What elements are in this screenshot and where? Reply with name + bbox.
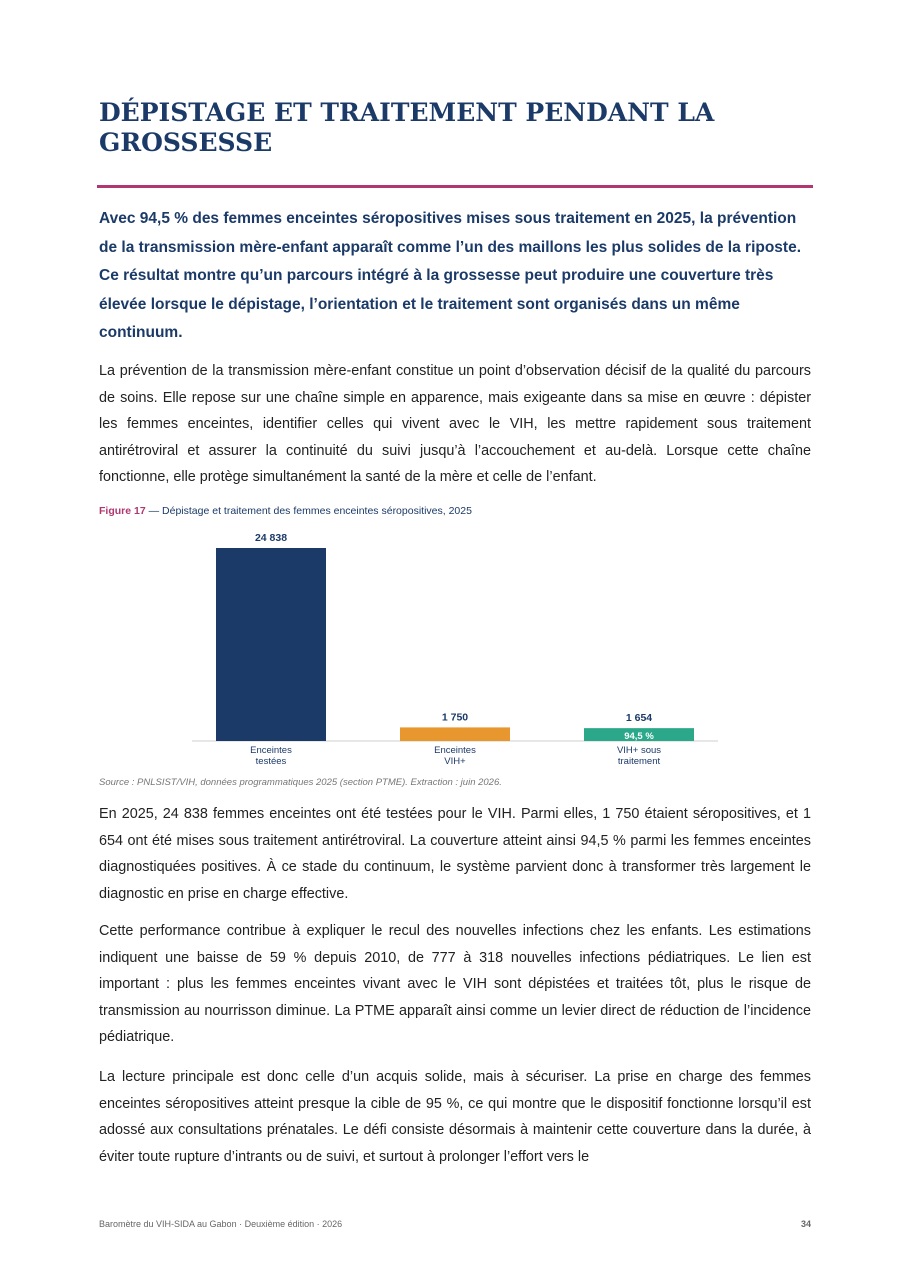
- figure-source: Source : PNLSIST/VIH, données programmatiques 2025 (section PTME). Extraction : juin 2026.: [99, 777, 502, 788]
- category-label-3-line-2: traitement: [617, 756, 661, 767]
- bar-value-label-2: 1 750: [441, 711, 469, 724]
- figure-number: Figure 17: [99, 505, 146, 517]
- body-paragraph-4: La lecture principale est donc celle d’un acquis solide, mais à sécuriser. La prise en charge des femmes enceintes séropositives atteint presque la cible de 95 %, ce qui montre que le dispositif fonctionne lorsqu’il est adossé aux consultations prénatales. Le défi consiste désormais à maintenir cette couverture dans la durée, à éviter toute rupture d’intrants ou de suivi, et surtout à prolonger l’effort vers le: [99, 1069, 811, 1165]
- figure-caption-text: Dépistage et traitement des femmes enceintes séropositives, 2025: [162, 505, 472, 517]
- figure-caption: [99, 505, 472, 517]
- category-label-2-line-1: Enceintes: [434, 745, 476, 756]
- footer-publication: Baromètre du VIH-SIDA au Gabon · Deuxième édition · 2026: [99, 1219, 343, 1229]
- bar-value-label-3: 1 654: [625, 712, 653, 725]
- bar-value-label-1: 24 838: [254, 532, 288, 544]
- page-number: 34: [800, 1219, 811, 1229]
- page-title: DÉPISTAGE ET TRAITEMENT PENDANT LA GROSSESSE: [99, 98, 715, 157]
- bar-2: [400, 727, 510, 741]
- category-label-1-line-1: Enceintes: [250, 745, 292, 756]
- body-paragraph-1: La prévention de la transmission mère-enfant constitue un point d’observation décisif de la qualité du parcours de soins. Elle repose sur une chaîne simple en apparence, mais exigeante dans sa mise en œuvre : dépister les femmes enceintes, identifier celles qui vivent avec le VIH, les mettre rapidement sous traitement antirétroviral et assurer la continuité du suivi jusqu’à l’accouchement et au-delà. Lorsque cette chaîne fonctionne, elle protège simultanément la santé de la mère et celle de l’enfant.: [99, 363, 811, 486]
- body-paragraph-2: En 2025, 24 838 femmes enceintes ont été testées pour le VIH. Parmi elles, 1 750 étaient séropositives, et 1 654 ont été mises sous traitement antirétroviral. La couverture atteint ainsi 94,5 % parmi les femmes enceintes diagnostiquées positives. À ce stade du continuum, le système parvient donc à transformer très largement le diagnostic en prise en charge effective.: [99, 806, 811, 902]
- category-label-2-line-2: VIH+: [444, 756, 466, 767]
- figure-caption-separator: —: [145, 505, 163, 517]
- category-label-1-line-2: testées: [255, 756, 287, 767]
- body-paragraph-3: Cette performance contribue à expliquer le recul des nouvelles infections chez les enfants. Les estimations indiquent une baisse de 59 % depuis 2010, de 777 à 318 nouvelles infections pédiatriques. Le lien est important : plus les femmes enceintes vivant avec le VIH sont dépistées et traitées tôt, plus le risque de transmission au nourrisson diminue. La PTME apparaît ainsi comme un levier direct de réduction de l’incidence pédiatrique.: [99, 923, 811, 1046]
- bar-annotation-coverage: 94,5 %: [624, 731, 654, 742]
- category-label-3-line-1: VIH+ sous: [616, 745, 662, 756]
- title-divider: [97, 185, 813, 188]
- lead-paragraph: Avec 94,5 % des femmes enceintes séropositives mises sous traitement en 2025, la prévention de la transmission mère-enfant apparaît comme l’un des maillons les plus solides de la riposte. Ce résultat montre qu’un parcours intégré à la grossesse peut produire une couverture très élevée lorsque le dépistage, l’orientation et le traitement sont organisés dans un même continuum.: [99, 210, 802, 342]
- bar-1: [216, 548, 326, 741]
- bar-chart: [180, 525, 740, 775]
